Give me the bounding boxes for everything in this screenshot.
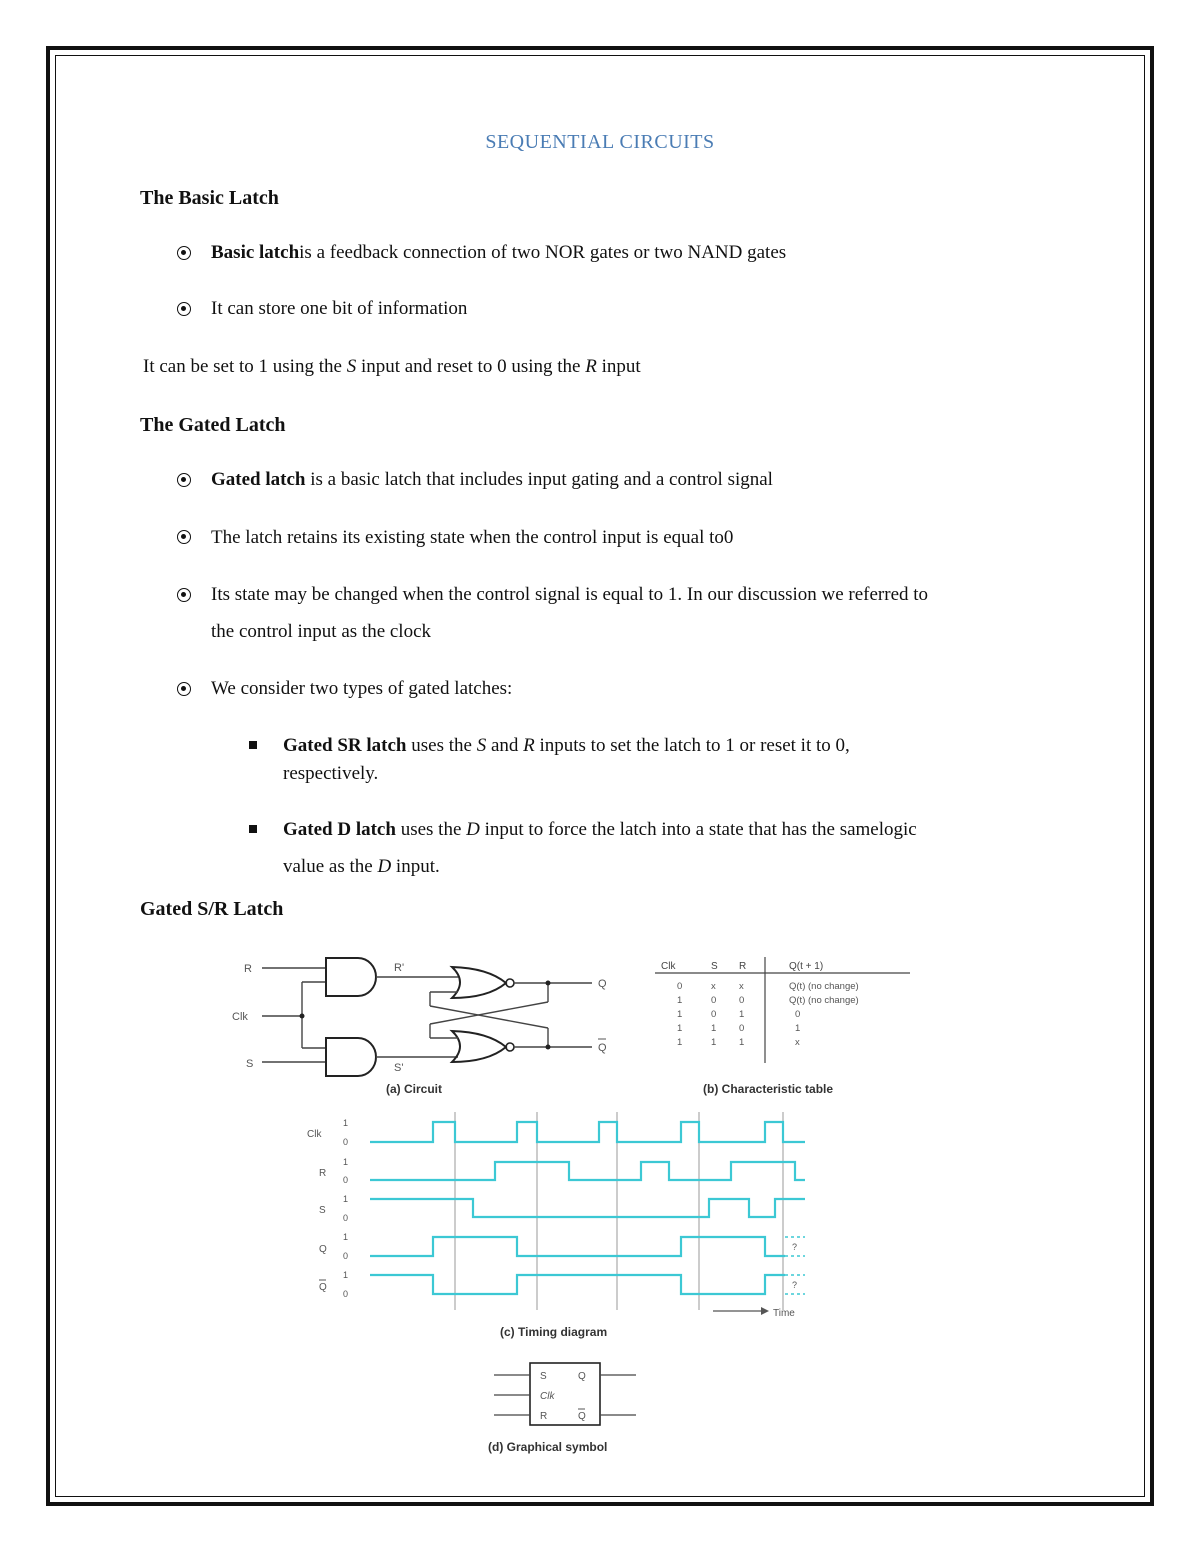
table-cell: 0 [739,1023,745,1034]
time-arrow-icon [761,1307,769,1315]
basic-latch-paragraph: It can be set to 1 using the S input and reset to 0 using the R input [143,356,641,377]
graphical-symbol [480,1355,660,1460]
bullet-icon [177,682,191,696]
symbol-caption: (d) Graphical symbol [488,1440,608,1454]
bullet-icon [177,530,191,544]
table-cell: 1 [711,1023,717,1034]
page-title: SEQUENTIAL CIRCUITS [485,131,715,153]
basic-latch-heading: The Basic Latch [140,187,279,209]
table-cell: x [739,981,744,992]
table-cell: 1 [739,1009,745,1020]
level-high-label: 1 [343,1232,349,1242]
bullet-icon [177,246,191,260]
timing-label-q: Q [319,1244,327,1255]
table-cell: 0 [711,995,717,1006]
gated-latch-bullet-3-line-1: Its state may be changed when the control signal is equal to 1. In our discussion we referred to [211,584,929,605]
basic-latch-bullet-2: It can store one bit of information [211,298,468,319]
level-high-label: 1 [343,1118,349,1128]
wave-q [370,1237,785,1256]
circuit-label-qbar: Q [598,1042,607,1054]
level-high-label: 1 [343,1194,349,1204]
level-high-label: 1 [343,1157,349,1167]
table-cell: Q(t) (no change) [789,981,859,992]
symbol-pin-r: R [540,1411,548,1422]
level-low-label: 0 [343,1251,349,1261]
bullet-icon [177,302,191,316]
gated-latch-bullet-1: Gated latch is a basic latch that includes input gating and a control signal [211,469,773,490]
wave-s [370,1199,805,1217]
circuit-label-q: Q [598,978,607,990]
wave-qbar [370,1275,785,1294]
symbol-pin-clk: Clk [540,1391,555,1402]
table-cell: x [711,981,716,992]
level-low-label: 0 [343,1289,349,1299]
timing-caption: (c) Timing diagram [500,1325,608,1339]
gated-d-latch-item-line-2: value as the D input. [283,856,440,877]
bullet-icon [177,588,191,602]
circuit-label-r-prime: R' [394,962,405,974]
symbol-pin-s: S [540,1371,547,1382]
table-cell: Q(t) (no change) [789,995,859,1006]
gated-latch-bullet-4: We consider two types of gated latches: [211,678,513,699]
table-cell: 0 [739,995,745,1006]
table-cell: 0 [677,981,683,992]
timing-label-s: S [319,1205,326,1216]
table-cell: 1 [795,1023,801,1034]
circuit-label-s-prime: S' [394,1062,404,1074]
table-header-q: Q(t + 1) [789,961,824,972]
wave-r [370,1162,805,1180]
square-bullet-icon [249,825,257,833]
time-label: Time [773,1308,795,1319]
square-bullet-icon [249,741,257,749]
table-caption: (b) Characteristic table [703,1082,834,1096]
sr-latch-circuit-diagram [220,950,640,1100]
table-header-r: R [739,961,747,972]
gated-sr-heading: Gated S/R Latch [140,898,284,920]
table-cell: 1 [677,1037,683,1048]
circuit-label-s: S [246,1058,254,1070]
table-cell: 1 [677,1023,683,1034]
symbol-pin-q: Q [578,1371,586,1382]
gated-sr-latch-item-line-2: respectively. [283,763,379,784]
timing-label-clk: Clk [307,1129,322,1140]
table-cell: 1 [677,1009,683,1020]
wave-clk [370,1122,805,1142]
table-cell: 1 [677,995,683,1006]
bullet-icon [177,473,191,487]
circuit-caption: (a) Circuit [386,1082,443,1096]
level-low-label: 0 [343,1213,349,1223]
table-cell: 0 [795,1009,801,1020]
gated-d-latch-item: Gated D latch uses the D input to force the latch into a state that has the samelogic [283,819,917,840]
table-cell: 1 [711,1037,717,1048]
circuit-label-clk: Clk [232,1011,248,1023]
symbol-pin-qbar: Q [578,1411,586,1422]
level-high-label: 1 [343,1270,349,1280]
timing-diagram [295,1110,835,1345]
gated-latch-heading: The Gated Latch [140,414,286,436]
table-cell: x [795,1037,800,1048]
characteristic-table [655,955,915,1100]
level-low-label: 0 [343,1137,349,1147]
table-cell: 1 [739,1037,745,1048]
gated-sr-latch-item: Gated SR latch uses the S and R inputs to set the latch to 1 or reset it to 0, [283,735,850,756]
gated-latch-bullet-3-line-2: the control input as the clock [211,621,432,642]
timing-label-qbar: Q [319,1282,327,1293]
circuit-label-r: R [244,963,252,975]
unknown-marker: ? [792,1242,798,1252]
table-header-clk: Clk [661,961,676,972]
unknown-marker: ? [792,1280,798,1290]
gated-latch-bullet-2: The latch retains its existing state when the control input is equal to0 [211,527,734,548]
level-low-label: 0 [343,1175,349,1185]
table-cell: 0 [711,1009,717,1020]
table-header-s: S [711,961,718,972]
timing-label-r: R [319,1168,327,1179]
basic-latch-bullet-1: Basic latchis a feedback connection of two NOR gates or two NAND gates [211,242,787,263]
